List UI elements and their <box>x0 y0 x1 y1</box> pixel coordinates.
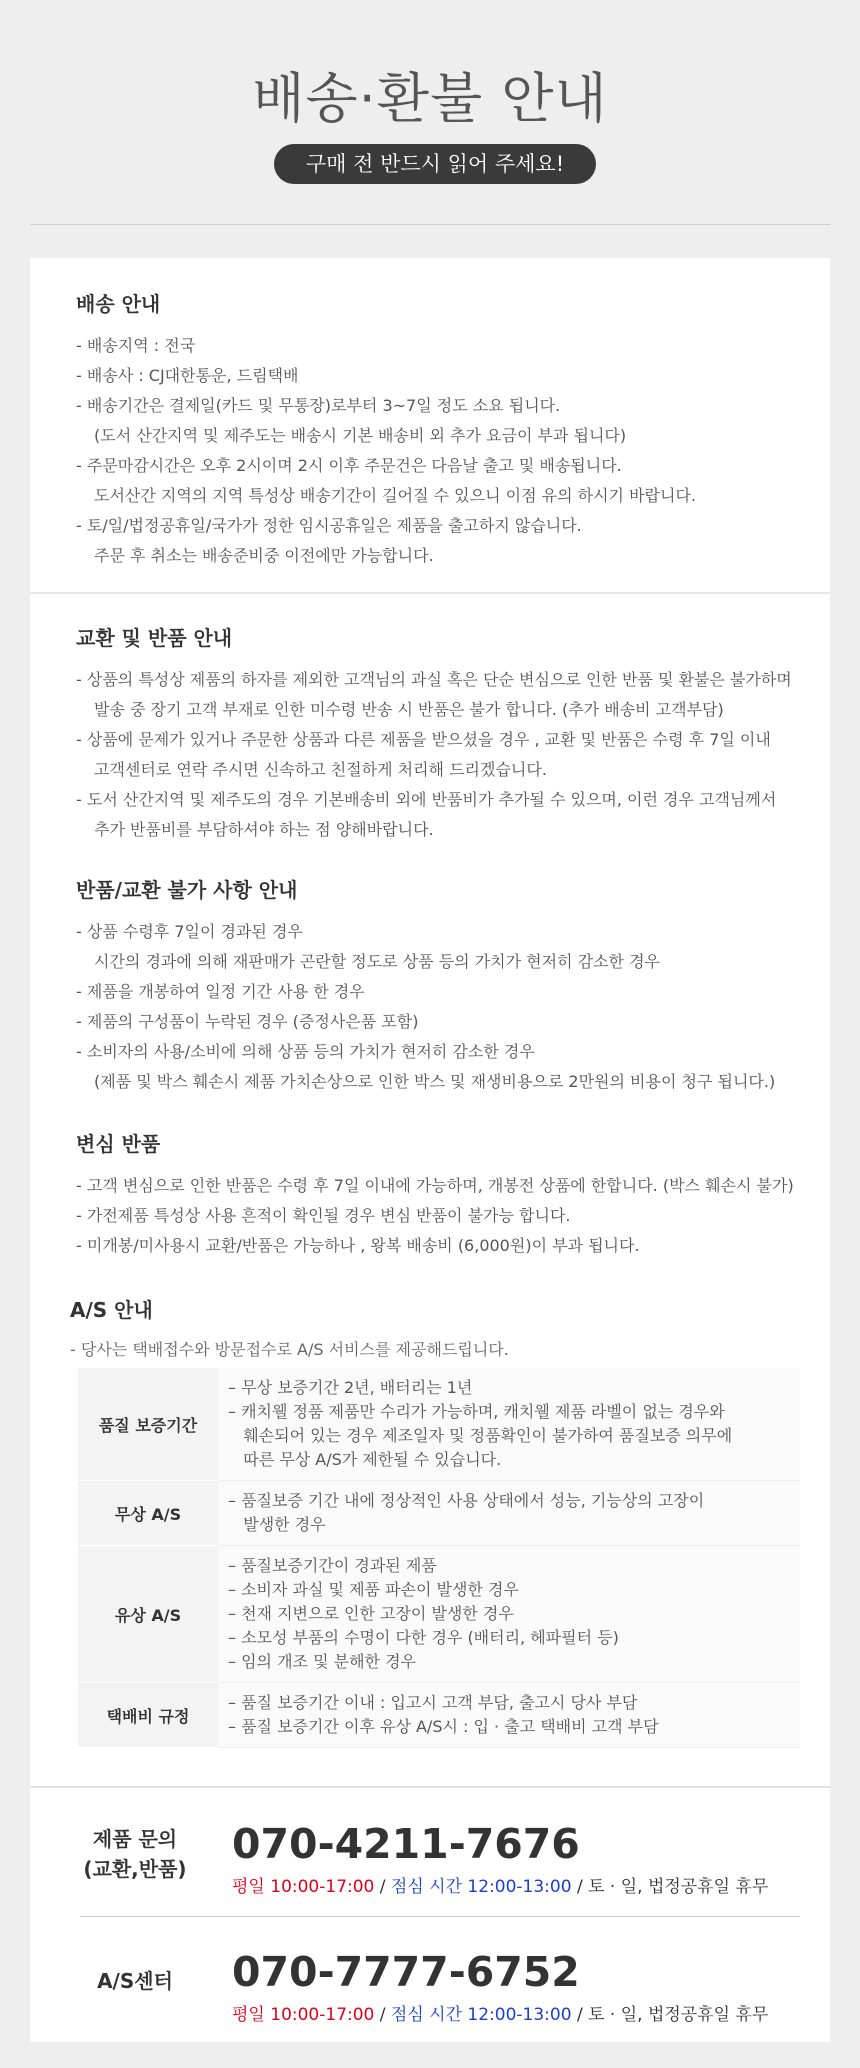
phone-number[interactable]: 070-7777-6752 <box>232 1948 580 1996</box>
info-card <box>30 258 830 2042</box>
row-label: 유상 A/S <box>78 1546 218 1683</box>
list-item: - 가전제품 특성상 사용 흔적이 확인될 경우 변심 반품이 불가능 합니다. <box>76 1206 571 1225</box>
list-item: - 도서 산간지역 및 제주도의 경우 기본배송비 외에 반품비가 추가될 수 있으며, 이런 경우 고객님께서 <box>76 790 777 809</box>
row-line: – 임의 개조 및 분해한 경우 <box>228 1652 416 1671</box>
contact-label: 제품 문의 (교환,반품) <box>83 1827 187 1881</box>
row-line: 발생한 경우 <box>228 1515 326 1534</box>
list-item: - 배송기간은 결제일(카드 및 무통장)로부터 3~7일 정도 소요 됩니다. <box>76 396 561 415</box>
list-item: - 고객 변심으로 인한 반품은 수령 후 7일 이내에 가능하며, 개봉전 상품에 한합니다. (박스 훼손시 불가) <box>76 1176 794 1195</box>
row-label: 품질 보증기간 <box>78 1368 218 1481</box>
row-content <box>218 1546 800 1683</box>
row-line: – 품질 보증기간 이후 유상 A/S시 : 입 · 출고 택배비 고객 부담 <box>228 1717 659 1736</box>
shipping-title: 배송 안내 <box>76 292 161 316</box>
list-item: - 상품에 문제가 있거나 주문한 상품과 다른 제품을 받으셨을 경우 , 교환 및 반품은 수령 후 7일 이내 <box>76 730 771 749</box>
exchange-list <box>76 665 800 845</box>
no-return-list <box>76 917 800 1097</box>
exchange-title: 교환 및 반품 안내 <box>76 626 233 650</box>
list-item-continuation: 발송 중 장기 고객 부재로 인한 미수령 반송 시 반품은 불가 합니다. (추가 배송비 고객부담) <box>94 700 724 719</box>
as-section <box>70 1294 800 1368</box>
row-label: 택배비 규정 <box>78 1683 218 1748</box>
row-content <box>218 1481 800 1546</box>
list-item-continuation: 고객센터로 연락 주시면 신속하고 친절하게 처리해 드리겠습니다. <box>94 760 547 779</box>
row-line: – 캐치웰 정품 제품만 수리가 가능하며, 캐치웰 제품 라벨이 없는 경우와 <box>228 1402 725 1421</box>
list-item-continuation: 시간의 경과에 의해 재판매가 곤란할 정도로 상품 등의 가치가 현저히 감소한 경우 <box>94 952 660 971</box>
list-item: - 배송지역 : 전국 <box>76 336 196 355</box>
list-item: - 소비자의 사용/소비에 의해 상품 등의 가치가 현저히 감소한 경우 <box>76 1042 535 1061</box>
list-item-continuation: (제품 및 박스 훼손시 제품 가치손상으로 인한 박스 및 재생비용으로 2만원의 비용이 청구 됩니다.) <box>94 1072 776 1091</box>
list-item-continuation: 주문 후 취소는 배송준비중 이전에만 가능합니다. <box>94 546 434 565</box>
row-line: 훼손되어 있는 경우 제조일자 및 정품확인이 불가하여 품질보증 의무에 <box>228 1426 733 1445</box>
change-mind-section <box>76 1128 800 1261</box>
shipping-list <box>76 331 800 571</box>
list-item: - 상품 수령후 7일이 경과된 경우 <box>76 922 303 941</box>
list-item: - 배송사 : CJ대한통운, 드림택배 <box>76 366 299 385</box>
subtitle-pill: 구매 전 반드시 읽어 주세요! <box>274 144 596 184</box>
no-return-section <box>76 874 800 1097</box>
change-mind-list <box>76 1171 800 1261</box>
shipping-section <box>76 288 800 571</box>
as-title: A/S 안내 <box>70 1298 153 1322</box>
list-item: - 상품의 특성상 제품의 하자를 제외한 고객님의 과실 혹은 단순 변심으로 인한 반품 및 환불은 불가하며 <box>76 670 792 689</box>
phone-number[interactable]: 070-4211-7676 <box>232 1820 580 1868</box>
section-divider <box>30 592 830 594</box>
as-table <box>78 1368 800 1748</box>
contact-divider <box>30 1786 830 1788</box>
contact-label: A/S센터 <box>97 1969 173 1993</box>
contact-inner-divider <box>80 1916 800 1917</box>
table-row <box>78 1368 800 1481</box>
list-item: - 미개봉/미사용시 교환/반품은 가능하나 , 왕복 배송비 (6,000원)이 부과 됩니다. <box>76 1236 640 1255</box>
row-line: – 무상 보증기간 2년, 배터리는 1년 <box>228 1378 473 1397</box>
list-item: - 제품을 개봉하여 일정 기간 사용 한 경우 <box>76 982 365 1001</box>
no-return-title: 반품/교환 불가 사항 안내 <box>76 878 298 902</box>
list-item-continuation: 도서산간 지역의 지역 특성상 배송기간이 길어질 수 있으니 이점 유의 하시기 바랍니다. <box>94 486 696 505</box>
row-content <box>218 1683 800 1748</box>
table-row <box>78 1481 800 1546</box>
list-item-continuation: 추가 반품비를 부담하셔야 하는 점 양해바랍니다. <box>94 820 434 839</box>
list-item-continuation: (도서 산간지역 및 제주도는 배송시 기본 배송비 외 추가 요금이 부과 됩니다) <box>94 426 627 445</box>
list-item: - 주문마감시간은 오후 2시이며 2시 이후 주문건은 다음날 출고 및 배송됩니다. <box>76 456 622 475</box>
header-divider <box>30 224 830 225</box>
exchange-section <box>76 622 800 845</box>
page-title: 배송·환불 안내 <box>252 67 608 130</box>
business-hours: 평일 10:00-17:00 / 점심 시간 12:00-13:00 / 토 · 일, 법정공휴일 휴무 <box>232 2005 769 2025</box>
header <box>0 0 860 225</box>
row-line: 따른 무상 A/S가 제한될 수 있습니다. <box>228 1450 502 1469</box>
change-mind-title: 변심 반품 <box>76 1132 161 1156</box>
row-label: 무상 A/S <box>78 1481 218 1546</box>
row-line: – 천재 지변으로 인한 고장이 발생한 경우 <box>228 1604 514 1623</box>
business-hours: 평일 10:00-17:00 / 점심 시간 12:00-13:00 / 토 · 일, 법정공휴일 휴무 <box>232 1877 769 1897</box>
list-item: - 토/일/법정공휴일/국가가 정한 임시공휴일은 제품을 출고하지 않습니다. <box>76 516 582 535</box>
table-row <box>78 1683 800 1748</box>
table-row <box>78 1546 800 1683</box>
row-line: – 소비자 과실 및 제품 파손이 발생한 경우 <box>228 1580 519 1599</box>
as-note: - 당사는 택배접수와 방문접수로 A/S 서비스를 제공해드립니다. <box>70 1340 509 1359</box>
row-line: – 품질보증 기간 내에 정상적인 사용 상태에서 성능, 기능상의 고장이 <box>228 1491 705 1510</box>
row-line: – 품질보증기간이 경과된 제품 <box>228 1556 437 1575</box>
row-line: – 소모성 부품의 수명이 다한 경우 (배터리, 헤파필터 등) <box>228 1628 619 1647</box>
list-item: - 제품의 구성품이 누락된 경우 (증정사은품 포함) <box>76 1012 419 1031</box>
contact-product <box>30 1806 830 1926</box>
row-line: – 품질 보증기간 이내 : 입고시 고객 부담, 출고시 당사 부담 <box>228 1693 638 1712</box>
contact-as-center <box>30 1934 830 2054</box>
row-content <box>218 1368 800 1481</box>
